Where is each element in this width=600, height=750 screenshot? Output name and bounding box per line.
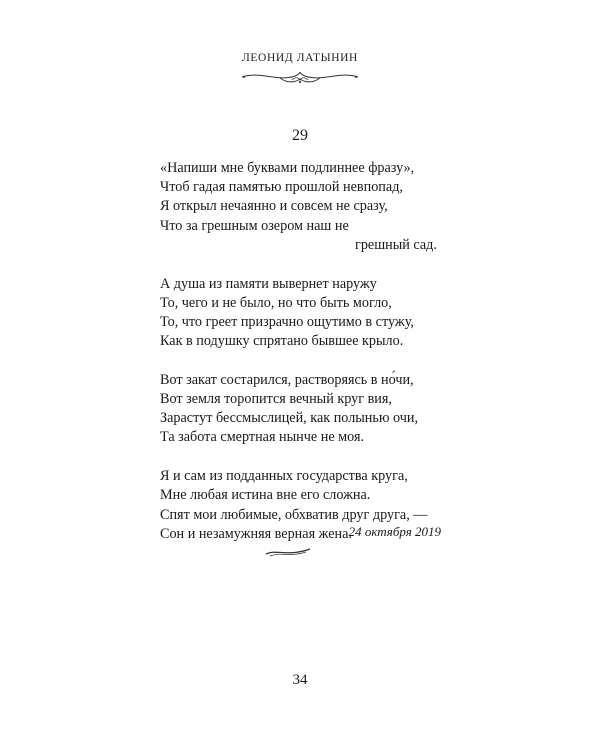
poem-line: Я и сам из подданных государства круга, [160,468,408,485]
poem-line: Вот закат состарился, растворяясь в но́чи, [160,371,414,388]
poem-line: Я открыл нечаянно и совсем не сразу, [160,198,388,215]
header-author: ЛЕОНИД ЛАТЫНИН [242,52,358,64]
poem-line: Как в подушку спрятано бывшее крыло. [160,333,404,350]
poem-line: Та забота смертная нынче не моя. [160,429,365,446]
poem-line: То, чего и не было, но что быть могло, [160,294,392,311]
stanza [160,159,450,255]
poem-line: Что за грешным озером наш не [160,217,349,234]
flourish-ornament-icon [240,68,360,86]
stanza [160,371,450,448]
poem-date: 24 октября 2019 [348,524,441,539]
poem-line: Сон и незамужняя верная жена. [160,525,352,542]
poem-line: То, что греет призрачно ощутимо в стужу, [160,313,414,330]
poem-line: грешный сад. [355,236,437,253]
poem-line: «Напиши мне буквами подлиннее фразу», [160,160,415,176]
page-number: 34 [292,672,308,688]
poem-line: Зарастут бессмыслицей, как полынью очи, [160,410,419,427]
poem-body [160,159,450,563]
poem-line: А душа из памяти вывернет наружу [160,275,377,292]
end-flourish-icon [264,545,312,559]
poem-line: Вот земля торопится вечный круг вия, [160,391,392,408]
poem-line: Спят мои любимые, обхватив друг друга, — [160,506,428,523]
stanza [160,275,450,352]
running-header [0,52,600,86]
poem-line: Мне любая истина вне его сложна. [160,487,371,504]
poem-line: Чтоб гадая памятью прошлой невпопад, [160,179,403,196]
poem-number: 29 [292,127,308,144]
